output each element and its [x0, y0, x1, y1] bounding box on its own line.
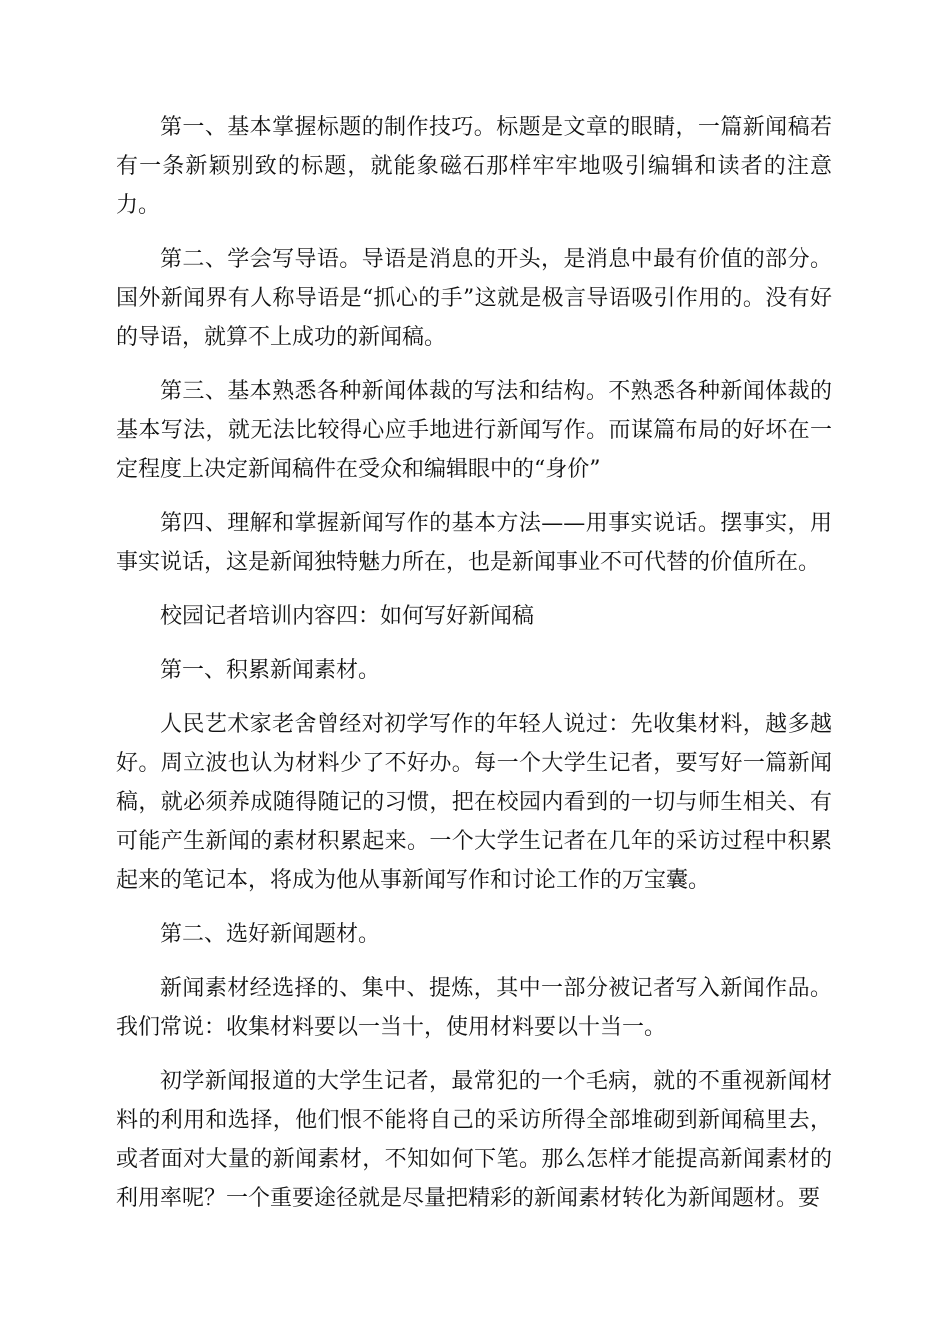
paragraph-laoshe-quote: 人民艺术家老舍曾经对初学写作的年轻人说过：先收集材料，越多越好。周立波也认为材料少了不好办。每一个大学生记者，要写好一篇新闻稿，就必须养成随得随记的习惯，把在校园内看到的一切与师生相关、有可能产生新闻的素材积累起来。一个大学生记者在几年的采访过程中积累起来的笔记本，将成为他从事新闻写作和讨论工作的万宝囊。: [116, 712, 832, 893]
paragraph-lead-writing: 第二、学会写导语。导语是消息的开头，是消息中最有价值的部分。国外新闻界有人称导语是“抓心的手”这就是极言导语吸引作用的。没有好的导语，就算不上成功的新闻稿。: [116, 247, 832, 350]
paragraph-facts-method: 第四、理解和掌握新闻写作的基本方法——用事实说话。摆事实，用事实说话，这是新闻独特魅力所在，也是新闻事业不可代替的价值所在。: [116, 511, 832, 575]
document-body: [116, 108, 832, 1233]
section-heading: 校园记者培训内容四：如何写好新闻稿: [160, 604, 535, 629]
paragraph-beginner-mistakes: 初学新闻报道的大学生记者，最常犯的一个毛病，就的不重视新闻材料的利用和选择，他们恨不能将自己的采访所得全部堆砌到新闻稿里去，或者面对大量的新闻素材，不知如何下笔。那么怎样才能提高新闻素材的利用率呢？一个重要途径就是尽量把精彩的新闻素材转化为新闻题材。要: [116, 1069, 832, 1211]
subheading-choose-topic: 第二、选好新闻题材。: [160, 922, 381, 947]
subheading-accumulate-material: 第一、积累新闻素材。: [160, 658, 381, 683]
paragraph-material-selection: 新闻素材经选择的、集中、提炼，其中一部分被记者写入新闻作品。我们常说：收集材料要以一当十，使用材料要以十当一。: [116, 976, 832, 1040]
paragraph-news-genres: 第三、基本熟悉各种新闻体裁的写法和结构。不熟悉各种新闻体裁的基本写法，就无法比较得心应手地进行新闻写作。而谋篇布局的好坏在一定程度上决定新闻稿件在受众和编辑眼中的“身价”: [116, 379, 832, 482]
paragraph-title-skills: 第一、基本掌握标题的制作技巧。标题是文章的眼睛，一篇新闻稿若有一条新颖别致的标题，就能象磁石那样牢牢地吸引编辑和读者的注意力。: [116, 115, 832, 218]
